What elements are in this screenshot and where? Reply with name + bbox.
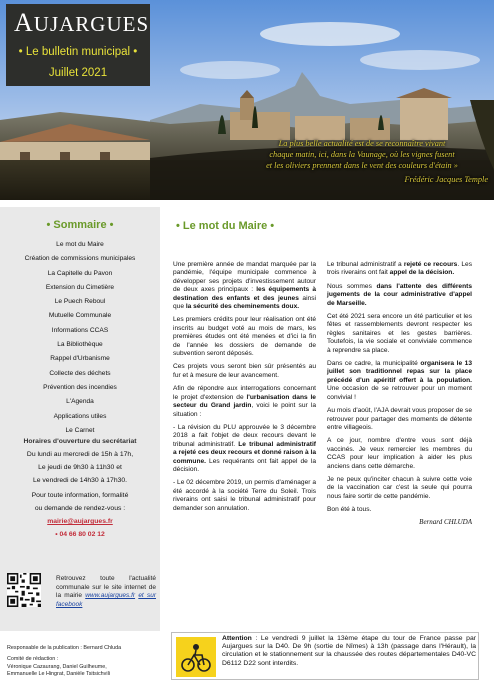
office-hours (0, 435, 160, 487)
article-paragraph: - Le 02 décembre 2019, un permis d'aménager a été accordé à la société Terre du Soleil. Trois riverains ont saisi le tribunal administratif pour demander son annulation. (173, 479, 316, 512)
summary-item[interactable]: Applications utiles (53, 412, 107, 420)
summary-item[interactable]: Le mot du Maire (56, 241, 104, 248)
app-title: AUJARGUES (14, 8, 150, 37)
tour-de-france-alert (171, 632, 479, 680)
summary-title: • Sommaire • (46, 219, 114, 231)
hours-title: Horaires d'ouverture du secrétariat (23, 438, 137, 445)
article-paragraph: Les premiers crédits pour leur réalisation ont été inscrits au budget voté au mois de mars, les premières études ont été menées et d'ici la fin de l'année les dossiers de demande de subvention seront déposés. (173, 316, 316, 358)
hours-line: Le jeudi de 9h30 à 11h30 et (38, 464, 122, 471)
summary-item[interactable]: Rappel d'Urbanisme (50, 355, 110, 363)
alert-label: Attention (222, 635, 252, 642)
article-column-left (173, 261, 316, 518)
info-line: ou demande de rendez-vous : (34, 505, 126, 512)
website-link[interactable]: www.aujargues.fr (85, 592, 136, 599)
summary-item[interactable]: Informations CCAS (51, 326, 109, 334)
facebook-link[interactable]: et sur facebook (56, 592, 156, 608)
website-note: Retrouvez toute l'actualité communale sur le site internet de la mairie www.aujargues.fr et sur facebook (56, 575, 156, 608)
signature: Bernard CHLUDA (419, 517, 472, 526)
summary-item[interactable]: Collecte des déchets (49, 369, 111, 377)
article-paragraph: Une première année de mandat marquée par la pandémie, l'équipe municipale commence à développer ses projets d'investissement autour de deux axes principaux : les équipements à destination des enfants et des jeunes ainsi que la sécurité des cheminements doux. (173, 261, 317, 311)
summary-item[interactable]: Création de commissions municipales (24, 255, 136, 263)
publication-responsible: Responsable de la publication : Bernard Chluda (7, 645, 122, 651)
article-paragraph: A ce jour, nombre d'entre vous sont déjà vaccinés. Je veux remercier les membres du CCAS pour leur implication à aider les plus anciens dans cette démarche. (327, 437, 472, 470)
header-banner (0, 0, 494, 200)
article-paragraph: - La révision du PLU approuvée le 3 décembre 2018 a fait l'objet de deux recours devant le tribunal administratif. Le tribunal administratif a rejeté ces deux recours et donné raison à la commune. Les requérants ont fait appel de la décision. (173, 423, 316, 473)
article-column-right (327, 261, 472, 526)
quote-line: La plus belle actualité est de se reconnaître vivant (278, 139, 446, 148)
summary-list (0, 241, 160, 441)
article-paragraph: Ces projets vous seront bien sûr présentés au fur et à mesure de leur avancement. (173, 363, 316, 379)
info-line: Pour toute information, formalité (31, 492, 129, 499)
phone-number: • 04 66 80 02 12 (55, 531, 105, 538)
alert-message: Attention : Le vendredi 9 juillet la 13ème étape du tour de France passe par Aujargues sur la D40. De 9h (sortie de Nîmes) à 13h (passage dans l'Hérault), la circulation et le stationnement sur la chaussée des routes départementales D40-VC D6112 D22 sont interdits. (222, 635, 476, 667)
article-title: • Le mot du Maire • (176, 220, 275, 232)
title-block (6, 4, 150, 86)
email-link[interactable]: mairie@aujargues.fr (47, 518, 113, 525)
committee-line: Emmanuelle Le Hingrat, Danièle Tsitsichvili (7, 670, 110, 677)
tour-de-france-logo (176, 637, 216, 677)
summary-item[interactable]: La Bibliothèque (57, 341, 103, 349)
article-paragraph: Je ne peux qu'inciter chacun à suivre cette voie de la vaccination car c'est la seule qui pourra nous faire sortir de cette pandémie. (327, 475, 472, 500)
summary-item[interactable]: Prévention des incendies (43, 383, 117, 391)
sidebar (0, 207, 160, 631)
quote-line: chaque matin, ici, dans la Vaunage, où les vignes fusent (269, 150, 455, 159)
article-paragraph: Au mois d'août, l'AJA devrait vous proposer de se retrouver pour partager des moments de détente entre villageois. (327, 407, 472, 431)
header-quote (236, 138, 488, 185)
bulletin-date: Juillet 2021 (48, 67, 108, 79)
article-paragraph: Nous sommes dans l'attente des différents jugements de la cour administrative d'appel de Marseille. (327, 282, 472, 307)
quote-line: et les oliviers prennent dans le vent des couleurs d'étain » (266, 161, 458, 170)
committee-line: Véronique Cazaurang, Daniel Guilheume, (7, 663, 107, 670)
publication-credits (7, 645, 167, 678)
contact-info (0, 489, 160, 541)
article-paragraph: Le tribunal administratif a rejeté ce recours. Les trois riverains ont fait appel de la décision. (327, 261, 472, 277)
summary-item[interactable]: Extension du Cimetière (45, 283, 115, 291)
summary-item[interactable]: Le Puech Reboul (54, 298, 106, 306)
hours-line: Du lundi au mercredi de 15h à 17h, (26, 451, 134, 458)
article-paragraph: Cet été 2021 sera encore un été particulier et les fêtes et rassemblements devront respecter les règles sanitaires et les gestes barrières. Toutefois, la vie sociale et conviviale commence à reprendre sa place. (327, 313, 472, 354)
summary-item[interactable]: Le Carnet (65, 426, 95, 434)
summary-item[interactable]: Mutuelle Communale (48, 312, 112, 320)
hours-line: Le vendredi de 14h30 à 17h30. (32, 477, 128, 484)
article-paragraph: Dans ce cadre, la municipalité organisera le 13 juillet son traditionnel repas sur la place précédé d'un apéritif offert à la population. Une occasion de se retrouver pour un moment convivial ! (327, 360, 472, 401)
article-paragraph: Afin de répondre aux interrogations concernant le projet d'extension de l'urbanisation dans le secteur du Grand jardin, voici le point sur la situation : (173, 385, 317, 418)
bulletin-subtitle: • Le bulletin municipal • (18, 46, 138, 58)
article-paragraph: Bon été à tous. (327, 506, 372, 514)
qr-code-icon (7, 573, 41, 607)
committee-title: Comité de rédaction : (7, 656, 59, 663)
summary-item[interactable]: La Capitelle du Pavon (47, 269, 113, 277)
quote-author: Frédéric Jacques Temple (404, 175, 488, 184)
summary-item[interactable]: L'Agenda (66, 398, 94, 406)
